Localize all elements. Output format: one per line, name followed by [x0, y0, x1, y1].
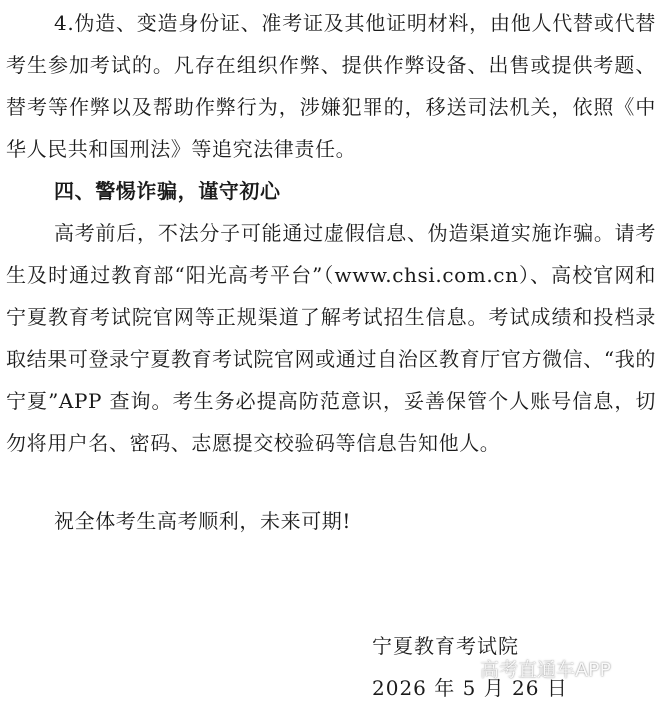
watermark-logo: 高考直通车APP [480, 659, 611, 681]
signature-date: 2026 年 5 月 26 日 [372, 676, 568, 700]
section-heading-4: 四、警惕诈骗，谨守初心 [54, 179, 281, 203]
signature-organization: 宁夏教育考试院 [372, 634, 519, 658]
closing-wish: 祝全体考生高考顺利，未来可期! [54, 509, 352, 533]
paragraph-item-4: 4.伪造、变造身份证、准考证及其他证明材料，由他人代替或代替考生参加考试的。凡存在组织作弊、提供作弊设备、出售或提供考题、替考等作弊以及帮助作弊行为，涉嫌犯罪的，移送司法机关，依照《中华人民共和国刑法》等追究法律责任。 [6, 11, 656, 161]
paragraph-fraud-warning: 高考前后，不法分子可能通过虚假信息、伪造渠道实施诈骗。请考生及时通过教育部“阳光高考平台”（www.chsi.com.cn）、高校官网和宁夏教育考试院官网等正规渠道了解考试招生信息。考试成绩和投档录取结果可登录宁夏教育考试院官网或通过自治区教育厅官方微信、“我的宁夏”APP 查询。考生务必提高防范意识，妥善保管个人账号信息，切勿将用户名、密码、志愿提交校验码等信息告知他人。 [6, 221, 656, 455]
